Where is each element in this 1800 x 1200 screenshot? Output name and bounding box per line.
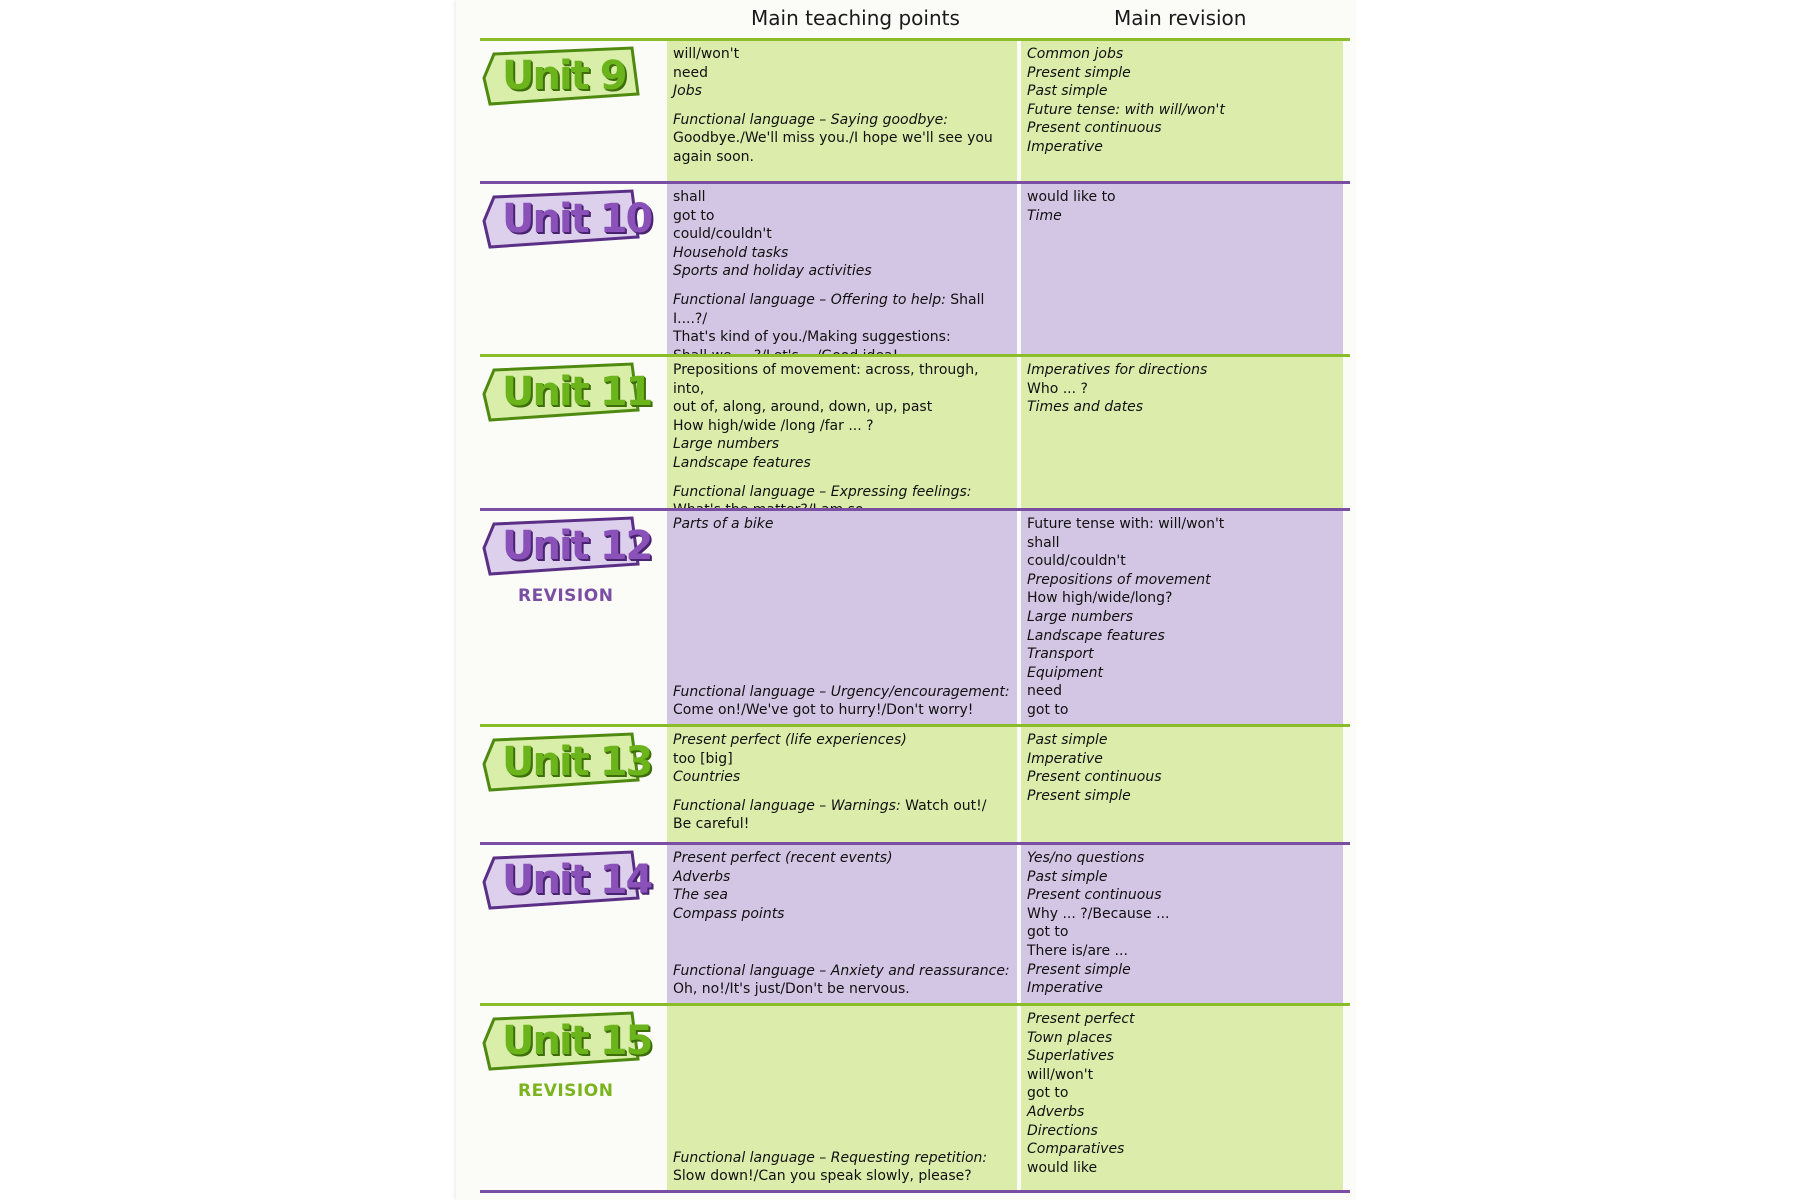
revision-point: need <box>1027 683 1062 700</box>
revision-point: would like to <box>1027 189 1116 205</box>
unit-row <box>480 508 1350 724</box>
revision-cell <box>1021 184 1343 354</box>
functional-language <box>673 683 1011 720</box>
unit-label: Unit 13 <box>502 739 652 785</box>
teaching-points-cell <box>667 727 1017 842</box>
revision-cell <box>1021 845 1343 1003</box>
revision-cell <box>1021 511 1343 724</box>
teaching-point: The sea <box>673 887 728 904</box>
teaching-point: Parts of a bike <box>673 516 774 532</box>
teaching-point: Sports and holiday activities <box>673 263 872 280</box>
unit-label: Unit 12 <box>502 523 652 569</box>
functional-label: Functional language – Saying goodbye: <box>673 111 949 128</box>
revision-point: Large numbers <box>1027 608 1134 625</box>
revision-point: There is/are ... <box>1027 942 1128 959</box>
functional-line <box>673 797 1011 816</box>
functional-text: again soon. <box>673 148 755 165</box>
functional-label: Functional language – Requesting repetition: <box>673 1149 988 1166</box>
revision-point: Imperative <box>1027 138 1103 155</box>
unit-badge <box>482 360 652 424</box>
teaching-point: Present perfect (recent events) <box>673 850 893 866</box>
revision-point: Adverbs <box>1027 1103 1085 1120</box>
functional-line <box>673 962 1011 981</box>
teaching-point: Present perfect (life experiences) <box>673 732 907 748</box>
teaching-points-cell <box>667 41 1017 181</box>
teaching-point: got to <box>673 207 715 224</box>
spacer <box>673 473 1011 483</box>
teaching-point: out of, along, around, down, up, past <box>673 399 933 416</box>
revision-point: Transport <box>1027 646 1094 663</box>
revision-point: Comparatives <box>1027 1141 1125 1158</box>
functional-text: Slow down!/Can you speak slowly, please? <box>673 1168 972 1185</box>
functional-text: Watch out!/ <box>905 797 987 814</box>
revision-point: Past simple <box>1027 732 1108 748</box>
unit-badge <box>482 848 652 912</box>
revision-point: Prepositions of movement <box>1027 571 1211 588</box>
functional-text: Come on!/We've got to hurry!/Don't worry! <box>673 702 974 719</box>
unit-label: Unit 11 <box>502 369 652 415</box>
table-bottom-line <box>480 1190 1350 1193</box>
functional-line <box>673 111 1011 130</box>
revision-point: Imperative <box>1027 750 1103 767</box>
header-teaching: Main teaching points <box>751 6 960 30</box>
teaching-points-cell <box>667 357 1017 508</box>
functional-line <box>673 683 1011 702</box>
functional-line <box>673 291 1011 328</box>
functional-text: Oh, no!/It's just/Don't be nervous. <box>673 981 910 998</box>
revision-cell <box>1021 41 1343 181</box>
unit-row <box>480 842 1350 1003</box>
teaching-point: Compass points <box>673 905 785 922</box>
revision-point: How high/wide/long? <box>1027 590 1173 607</box>
spacer <box>673 787 1011 797</box>
unit-badge <box>482 730 652 794</box>
revision-point: would like <box>1027 1159 1098 1176</box>
teaching-point: too [big] <box>673 750 733 767</box>
functional-language <box>673 1149 1011 1186</box>
teaching-point: Prepositions of movement: across, through, into, <box>673 362 979 397</box>
revision-point: shall <box>1027 534 1060 551</box>
teaching-point: How high/wide /long /far ... ? <box>673 417 874 434</box>
functional-label: Functional language – Urgency/encouragement: <box>673 683 1010 700</box>
revision-point: Future tense: with will/won't <box>1027 101 1225 118</box>
revision-point: got to <box>1027 701 1069 718</box>
functional-label: Functional language – Expressing feelings: <box>673 483 972 500</box>
teaching-point: need <box>673 64 708 81</box>
unit-badge <box>482 187 652 251</box>
functional-text: Goodbye./We'll miss you./I hope we'll see you <box>673 130 993 147</box>
page <box>456 0 1356 1200</box>
revision-point: Present simple <box>1027 961 1131 978</box>
revision-point: could/couldn't <box>1027 553 1126 570</box>
revision-point: Superlatives <box>1027 1048 1115 1065</box>
revision-point: Town places <box>1027 1029 1113 1046</box>
revision-point: will/won't <box>1027 1066 1094 1083</box>
revision-point: Equipment <box>1027 664 1103 681</box>
functional-text: Be careful! <box>673 816 750 833</box>
functional-label: Functional language – Offering to help: <box>673 291 946 308</box>
spacer <box>673 281 1011 291</box>
revision-point: Present continuous <box>1027 769 1162 786</box>
unit-row <box>480 354 1350 508</box>
revision-point: Past simple <box>1027 868 1108 885</box>
revision-point: Present perfect <box>1027 1011 1135 1027</box>
unit-label: Unit 14 <box>502 857 652 903</box>
header-revision: Main revision <box>1114 6 1247 30</box>
revision-cell <box>1021 1006 1343 1190</box>
revision-point: Future tense with: will/won't <box>1027 516 1225 532</box>
unit-badge <box>482 1009 652 1073</box>
teaching-point: Large numbers <box>673 436 780 453</box>
revision-point: got to <box>1027 1085 1069 1102</box>
functional-language <box>673 962 1011 999</box>
functional-line <box>673 1149 1011 1168</box>
functional-language <box>673 797 1011 834</box>
revision-point: Common jobs <box>1027 46 1124 62</box>
unit-row <box>480 38 1350 181</box>
revision-point: Landscape features <box>1027 627 1165 644</box>
revision-point: got to <box>1027 924 1069 941</box>
revision-point: Directions <box>1027 1122 1098 1139</box>
functional-language <box>673 111 1011 167</box>
teaching-point: Jobs <box>673 83 702 100</box>
teaching-point: Household tasks <box>673 244 789 261</box>
functional-text: Shall I....?/ <box>673 291 985 327</box>
revision-point: Present simple <box>1027 64 1131 81</box>
functional-label: Functional language – Anxiety and reassurance: <box>673 962 1010 979</box>
revision-point: Why ... ?/Because ... <box>1027 905 1170 922</box>
revision-tag: REVISION <box>518 1081 614 1101</box>
teaching-points-cell <box>667 845 1017 1003</box>
spacer <box>673 101 1011 111</box>
teaching-point: Countries <box>673 769 741 786</box>
teaching-points-cell <box>667 1006 1017 1190</box>
teaching-point: shall <box>673 189 706 205</box>
teaching-point: Landscape features <box>673 454 811 471</box>
teaching-point: will/won't <box>673 46 740 62</box>
functional-text: That's kind of you./Making suggestions: <box>673 329 951 346</box>
revision-point: Present continuous <box>1027 120 1162 137</box>
revision-point: Imperative <box>1027 980 1103 997</box>
revision-cell <box>1021 357 1343 508</box>
unit-row <box>480 724 1350 842</box>
teaching-point: could/couldn't <box>673 226 772 243</box>
unit-label: Unit 15 <box>502 1018 652 1064</box>
revision-cell <box>1021 727 1343 842</box>
teaching-points-cell <box>667 511 1017 724</box>
revision-point: Time <box>1027 207 1062 224</box>
teaching-point: Adverbs <box>673 868 731 885</box>
revision-point: Present simple <box>1027 787 1131 804</box>
unit-badge <box>482 514 652 578</box>
revision-point: Imperatives for directions <box>1027 362 1208 378</box>
unit-row <box>480 1003 1350 1190</box>
functional-label: Functional language – Warnings: <box>673 797 901 814</box>
revision-point: Times and dates <box>1027 399 1144 416</box>
unit-label: Unit 10 <box>502 196 652 242</box>
revision-point: Who ... ? <box>1027 380 1088 397</box>
unit-row <box>480 181 1350 354</box>
revision-point: Present continuous <box>1027 887 1162 904</box>
revision-tag: REVISION <box>518 586 614 606</box>
functional-line <box>673 483 1011 502</box>
revision-point: Yes/no questions <box>1027 850 1145 866</box>
revision-point: Past simple <box>1027 83 1108 100</box>
unit-badge <box>482 44 640 108</box>
unit-label: Unit 9 <box>502 53 626 99</box>
teaching-points-cell <box>667 184 1017 354</box>
